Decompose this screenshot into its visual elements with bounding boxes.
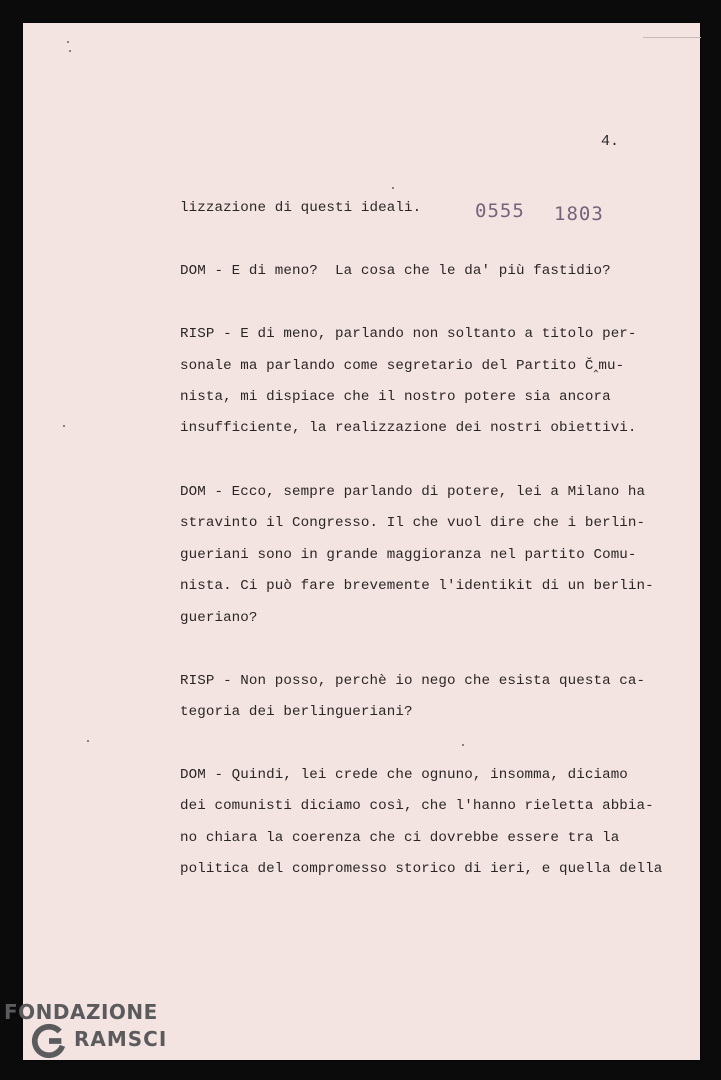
text-line: politica del compromesso storico di ieri, e quella della: [180, 861, 663, 877]
paper-speck: [87, 740, 89, 742]
text-line: DOM - E di meno? La cosa che le da' più fastidio?: [180, 263, 611, 279]
text-line: lizzazione di questi ideali.: [180, 200, 422, 216]
paper-speck: [63, 425, 65, 427]
text-line: sonale ma parlando come segretario del Partito C̆‸mu-: [180, 358, 625, 374]
fondazione-gramsci-watermark: [4, 1000, 179, 1075]
watermark-line-2: RAMSCI: [74, 1027, 168, 1051]
text-line: stravinto il Congresso. Il che vuol dire che i berlin-: [180, 515, 646, 531]
watermark-g-logo-icon: [30, 1022, 68, 1060]
text-line: RISP - Non posso, perchè io nego che esista questa ca-: [180, 673, 646, 689]
text-line: no chiara la coerenza che ci dovrebbe essere tra la: [180, 830, 620, 846]
paper-speck: [462, 744, 464, 746]
text-line: dei comunisti diciamo così, che l'hanno rieletta abbia-: [180, 798, 654, 814]
archive-stamp-number: 0555: [475, 200, 525, 222]
text-line: nista. Ci può fare brevemente l'identikit di un berlin-: [180, 578, 654, 594]
page-number: 4.: [601, 133, 620, 150]
text-line: DOM - Quindi, lei crede che ognuno, insomma, diciamo: [180, 767, 628, 783]
text-line: insufficiente, la realizzazione dei nostri obiettivi.: [180, 420, 637, 436]
text-line: nista, mi dispiace che il nostro potere sia ancora: [180, 389, 611, 405]
watermark-line-1: FONDAZIONE: [4, 1000, 158, 1024]
text-line: gueriano?: [180, 610, 258, 626]
text-line: RISP - E di meno, parlando non soltanto a titolo per-: [180, 326, 637, 342]
paper-speck: [69, 50, 71, 52]
text-line: gueriani sono in grande maggioranza nel partito Comu-: [180, 547, 637, 563]
archive-stamp-number: 1803: [554, 203, 604, 225]
paper-speck: [392, 187, 394, 189]
text-line: DOM - Ecco, sempre parlando di potere, lei a Milano ha: [180, 484, 646, 500]
text-line: tegoria dei berlingueriani?: [180, 704, 413, 720]
page-edge-mark: [643, 37, 701, 38]
paper-speck: [67, 41, 69, 43]
document-page: [23, 23, 700, 1060]
